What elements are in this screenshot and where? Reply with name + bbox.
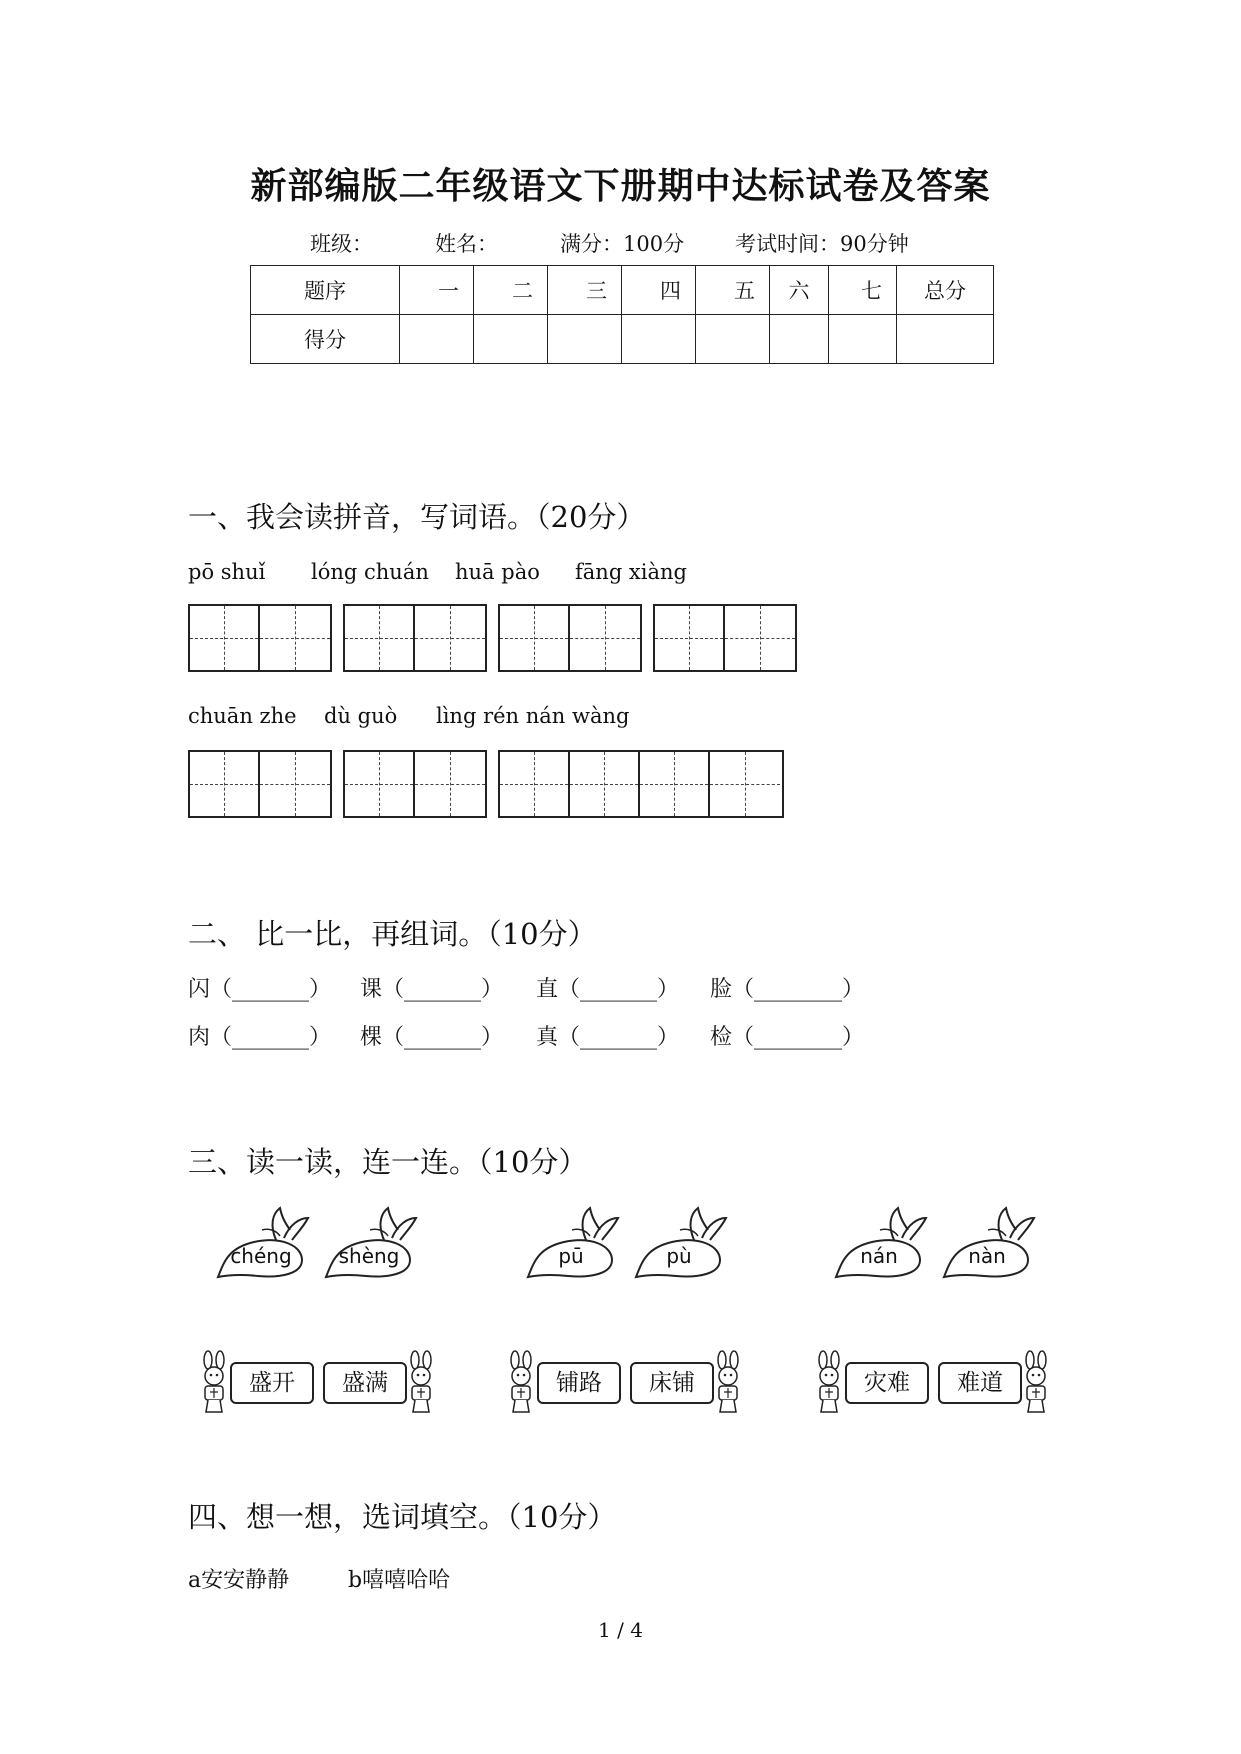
bunny-decoration — [710, 1350, 746, 1416]
pinyin-row-1 — [188, 560, 687, 584]
compare-item[interactable]: 棵（_______） — [360, 1025, 504, 1050]
bunny-decoration — [1018, 1350, 1054, 1416]
section2-title: 二、 比一比，再组词。（10分） — [188, 917, 597, 951]
table-header-cell: 六 — [770, 266, 829, 315]
full-score: 满分：100分 — [560, 232, 685, 256]
word-card[interactable]: 盛开 — [230, 1362, 314, 1404]
score-label-cell: 得分 — [251, 315, 400, 364]
score-input-cell[interactable] — [622, 315, 696, 364]
option-b: b嘻嘻哈哈 — [348, 1568, 451, 1593]
radish-icon — [828, 1202, 938, 1282]
radish-icon — [210, 1202, 320, 1282]
word-card[interactable]: 铺路 — [537, 1362, 621, 1404]
table-header-cell: 一 — [400, 266, 474, 315]
exam-time: 考试时间：90分钟 — [735, 232, 909, 256]
writing-grid[interactable] — [653, 604, 797, 672]
section3-title: 三、读一读，连一连。（10分） — [188, 1145, 588, 1179]
word-card[interactable]: 盛满 — [323, 1362, 407, 1404]
page-number: 1 / 4 — [598, 1618, 643, 1642]
compare-row-1 — [188, 972, 988, 1002]
compare-item[interactable]: 肉（_______） — [188, 1025, 332, 1050]
pinyin-radish[interactable] — [828, 1202, 938, 1282]
bunny-icon — [710, 1350, 746, 1416]
score-input-cell[interactable] — [696, 315, 770, 364]
pinyin-text: chuān zhe — [188, 704, 297, 728]
radish-icon — [318, 1202, 428, 1282]
writing-grid[interactable] — [343, 750, 487, 818]
pinyin-row-2 — [188, 704, 629, 728]
pinyin-radish[interactable] — [628, 1202, 738, 1282]
radish-icon — [520, 1202, 630, 1282]
compare-item[interactable]: 真（_______） — [536, 1025, 680, 1050]
writing-grid[interactable] — [188, 750, 332, 818]
writing-grid[interactable] — [343, 604, 487, 672]
table-row — [251, 315, 994, 364]
compare-item[interactable]: 脸（________） — [710, 977, 865, 1002]
score-table — [250, 265, 994, 364]
pinyin-text: lìng rén nán wàng — [436, 704, 630, 728]
bunny-icon — [811, 1350, 847, 1416]
compare-item[interactable]: 直（_______） — [536, 977, 680, 1002]
radish-icon — [628, 1202, 738, 1282]
score-input-cell[interactable] — [897, 315, 994, 364]
page-title: 新部编版二年级语文下册期中达标试卷及答案 — [250, 166, 991, 207]
score-input-cell[interactable] — [400, 315, 474, 364]
pinyin-text: lóng chuán — [311, 560, 429, 584]
option-a: a安安静静 — [188, 1568, 290, 1593]
pinyin-text: pō shuǐ — [188, 560, 266, 584]
pinyin-text: dù guò — [324, 704, 398, 728]
score-input-cell[interactable] — [829, 315, 897, 364]
bunny-icon — [503, 1350, 539, 1416]
pinyin-text: fāng xiàng — [575, 560, 687, 584]
section4-title: 四、想一想，选词填空。（10分） — [188, 1500, 617, 1534]
bunny-icon — [196, 1350, 232, 1416]
table-header-cell: 五 — [696, 266, 770, 315]
compare-row-2 — [188, 1020, 988, 1050]
pinyin-label: shèng — [338, 1244, 400, 1268]
pinyin-radish[interactable] — [210, 1202, 320, 1282]
table-header-cell: 题序 — [251, 266, 400, 315]
exam-meta — [310, 228, 909, 258]
score-input-cell[interactable] — [770, 315, 829, 364]
bunny-decoration — [503, 1350, 539, 1416]
class-label: 班级： — [310, 232, 373, 256]
table-row — [251, 266, 994, 315]
word-options — [188, 1563, 450, 1594]
bunny-decoration — [403, 1350, 439, 1416]
pinyin-label: nán — [860, 1244, 898, 1268]
writing-grid[interactable] — [188, 604, 332, 672]
writing-grid[interactable] — [498, 604, 642, 672]
table-header-cell: 二 — [474, 266, 548, 315]
pinyin-radish[interactable] — [520, 1202, 630, 1282]
score-input-cell[interactable] — [474, 315, 548, 364]
compare-item[interactable]: 闪（_______） — [188, 977, 332, 1002]
table-header-cell: 七 — [829, 266, 897, 315]
word-card[interactable]: 灾难 — [845, 1362, 929, 1404]
bunny-icon — [403, 1350, 439, 1416]
compare-item[interactable]: 课（_______） — [360, 977, 504, 1002]
writing-grid[interactable] — [498, 750, 784, 818]
section1-title: 一、我会读拼音，写词语。（20分） — [188, 500, 646, 534]
name-label: 姓名： — [435, 232, 498, 256]
pinyin-text: huā pào — [455, 560, 540, 584]
table-header-cell: 三 — [548, 266, 622, 315]
pinyin-label: chéng — [230, 1244, 292, 1268]
radish-icon — [936, 1202, 1046, 1282]
compare-item[interactable]: 检（________） — [710, 1025, 865, 1050]
bunny-icon — [1018, 1350, 1054, 1416]
table-header-cell: 总分 — [897, 266, 994, 315]
pinyin-label: nàn — [968, 1244, 1006, 1268]
score-input-cell[interactable] — [548, 315, 622, 364]
pinyin-label: pū — [558, 1244, 584, 1268]
table-header-cell: 四 — [622, 266, 696, 315]
pinyin-radish[interactable] — [318, 1202, 428, 1282]
word-card[interactable]: 床铺 — [630, 1362, 714, 1404]
word-card[interactable]: 难道 — [938, 1362, 1022, 1404]
bunny-decoration — [811, 1350, 847, 1416]
pinyin-radish[interactable] — [936, 1202, 1046, 1282]
pinyin-label: pù — [666, 1244, 692, 1268]
bunny-decoration — [196, 1350, 232, 1416]
